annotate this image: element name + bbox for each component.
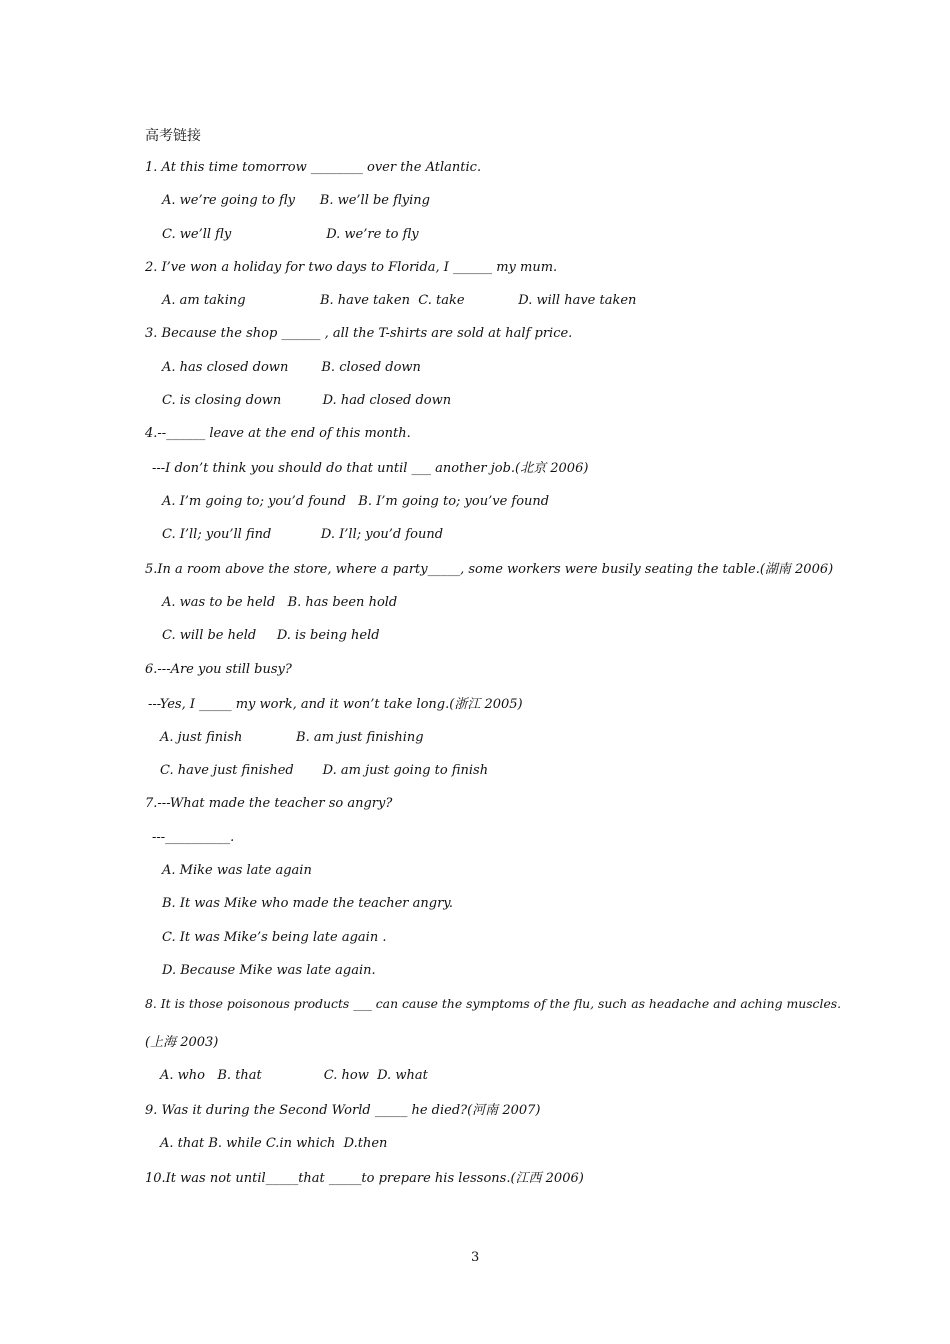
question-6-options-cd: C. have just finished D. am just going to finish [160, 763, 489, 778]
question-4-reply: ---I don’t think you should do that until ___ another job.(北京 2006) [152, 461, 589, 476]
question-5-options-cd: C. will be held D. is being held [162, 628, 380, 643]
question-7-option-a: A. Mike was late again [162, 863, 312, 878]
question-1-options-ab: A. we’re going to fly B. we’ll be flying [162, 193, 431, 208]
question-3: 3. Because the shop ______ , all the T-shirts are sold at half price. [145, 326, 573, 341]
question-4-options-cd: C. I’ll; you’ll find D. I’ll; you’d found [162, 527, 444, 542]
question-1-options-cd: C. we’ll fly D. we’re to fly [162, 227, 419, 242]
question-10: 10.It was not until_____that _____to prepare his lessons.(江西 2006) [145, 1171, 584, 1186]
question-6-options-ab: A. just finish B. am just finishing [160, 730, 424, 745]
question-7-reply: ---__________. [152, 830, 235, 845]
question-8-source: (上海 2003) [145, 1035, 219, 1050]
question-9-options: A. that B. while C.in which D.then [160, 1136, 388, 1151]
question-4: 4.--______ leave at the end of this month. [145, 426, 411, 441]
question-7: 7.---What made the teacher so angry? [145, 796, 393, 811]
page-number: 3 [471, 1250, 480, 1265]
question-7-option-c: C. It was Mike’s being late again . [162, 930, 387, 945]
question-9: 9. Was it during the Second World _____ he died?(河南 2007) [145, 1103, 541, 1118]
question-2: 2. I’ve won a holiday for two days to Florida, I ______ my mum. [145, 260, 558, 275]
question-6-reply: ---Yes, I _____ my work, and it won’t take long.(浙江 2005) [148, 697, 523, 712]
question-8-options: A. who B. that C. how D. what [160, 1068, 428, 1083]
question-3-options-cd: C. is closing down D. had closed down [162, 393, 452, 408]
question-5-options-ab: A. was to be held B. has been hold [162, 595, 398, 610]
question-7-option-b: B. It was Mike who made the teacher angry. [162, 896, 454, 911]
question-7-option-d: D. Because Mike was late again. [162, 963, 376, 978]
section-heading: 高考链接 [145, 128, 201, 144]
question-6: 6.---Are you still busy? [145, 662, 292, 677]
question-1: 1. At this time tomorrow ________ over the Atlantic. [145, 160, 482, 175]
question-5: 5.In a room above the store, where a party_____, some workers were busily seating the table.(湖南 2006) [145, 562, 834, 577]
question-3-options-ab: A. has closed down B. closed down [162, 360, 421, 375]
question-4-options-ab: A. I’m going to; you’d found B. I’m going to; you’ve found [162, 494, 550, 509]
question-8: 8. It is those poisonous products ___ can cause the symptoms of the flu, such as headache and aching muscles. [145, 996, 842, 1011]
question-2-options: A. am taking B. have taken C. take D. will have taken [162, 293, 637, 308]
